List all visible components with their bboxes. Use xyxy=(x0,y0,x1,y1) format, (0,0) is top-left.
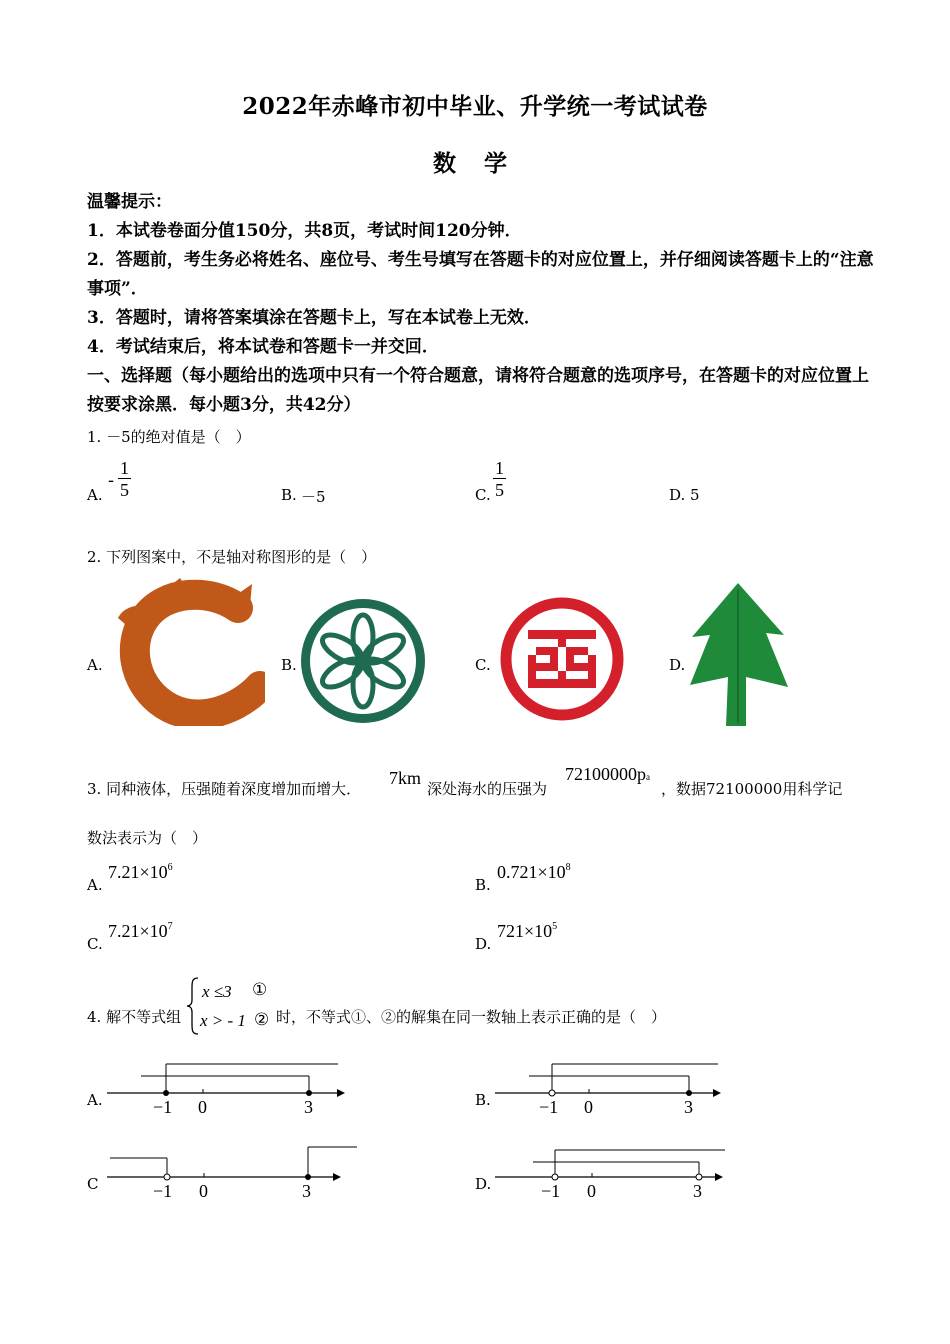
q2-option-a-label: A. xyxy=(87,656,103,674)
q1-option-d-value: 5 xyxy=(690,486,700,504)
q3-option-a-value xyxy=(108,862,173,883)
q1-option-a-label: A. xyxy=(87,486,103,504)
q4-b-tick-3: 3 xyxy=(684,1097,693,1117)
q4-c-tick-3: 3 xyxy=(302,1181,311,1201)
tip-item-1: 1．本试卷卷面分值150分，共8页，考试时间120分钟． xyxy=(87,221,522,241)
q4-stem-part1: 4. 解不等式组 xyxy=(87,1008,182,1026)
q3-stem-part1: 3. 同种液体，压强随着深度增加而增大． xyxy=(87,780,362,798)
subject-title: 数 学 xyxy=(432,150,517,177)
q3-option-c-label: C. xyxy=(87,935,103,953)
q3-pressure-unit-sub: a xyxy=(646,772,650,782)
q4-option-c-number-line xyxy=(105,1140,360,1202)
q4-option-b-number-line xyxy=(493,1056,728,1118)
q1-option-d-label: D. xyxy=(669,486,686,504)
q4-option-a-number-line xyxy=(105,1056,350,1118)
q4-option-a-label: A. xyxy=(87,1091,103,1109)
q3-depth: 7km xyxy=(389,768,422,788)
q3-pressure-unit: p xyxy=(637,764,646,784)
q4-inequality-1-mark: ① xyxy=(252,980,268,1000)
q4-inequality-2-mark: ② xyxy=(254,1010,270,1030)
exam-title: 2022年赤峰市初中毕业、升学统一考试试卷 xyxy=(242,93,708,120)
q4-a-tick-3: 3 xyxy=(304,1097,313,1117)
q3-stem-part3: ，数据72100000用科学记 xyxy=(661,780,843,798)
q1-option-a-fraction xyxy=(118,458,131,501)
q3-option-d-base: 721×10 xyxy=(497,921,553,941)
tips-heading: 温馨提示： xyxy=(87,192,172,212)
q1-option-c-numerator: 1 xyxy=(495,458,504,478)
q3-option-d-value xyxy=(497,921,557,942)
q3-option-c-base: 7.21×10 xyxy=(108,921,168,941)
q4-option-d-number-line xyxy=(493,1140,733,1202)
q2-option-a-dragon-c-logo xyxy=(110,578,265,726)
q1-stem: 1. －5的绝对值是（ ） xyxy=(87,428,251,446)
q4-b-tick-0: 0 xyxy=(584,1097,593,1117)
tip-item-2: 2．答题前，考生务必将姓名、座位号、考生号填写在答题卡的对应位置上，并仔细阅读答题卡上的“注意事项”． xyxy=(87,250,874,299)
q3-option-b-base: 0.721×10 xyxy=(497,862,566,882)
q4-a-tick-0: 0 xyxy=(198,1097,207,1117)
q1-option-b-value: －5 xyxy=(301,488,326,506)
q3-pressure-value: 72100000 xyxy=(565,764,637,784)
q2-option-c-bank-logo xyxy=(500,597,624,721)
q4-d-tick-0: 0 xyxy=(587,1181,596,1201)
q4-d-tick-minus1: −1 xyxy=(541,1181,561,1201)
q4-system-brace xyxy=(186,976,200,1036)
q1-option-a-denominator: 5 xyxy=(120,480,129,500)
q2-option-b-label: B. xyxy=(281,656,297,674)
q2-option-b-lotus-emblem xyxy=(299,597,427,725)
q3-option-a-exponent: 6 xyxy=(167,862,173,873)
q1-option-c-denominator: 5 xyxy=(495,480,504,500)
q3-option-c-value xyxy=(108,921,173,942)
q3-option-b-exponent: 8 xyxy=(565,862,571,873)
q4-inequality-1: x ≤3 xyxy=(202,982,232,1001)
q4-inequality-2: x > - 1 xyxy=(200,1011,246,1030)
q3-option-d-label: D. xyxy=(475,935,492,953)
q3-option-a-label: A. xyxy=(87,876,103,894)
q4-b-tick-minus1: −1 xyxy=(539,1097,559,1117)
q2-option-d-tree-icon xyxy=(688,583,790,726)
section-heading: 一、选择题（每小题给出的选项中只有一个符合题意，请将符合题意的选项序号，在答题卡的对应位置上按要求涂黑．每小题3分，共42分） xyxy=(87,366,869,415)
q4-option-c-label: C xyxy=(87,1175,99,1193)
q4-stem-part2: 时，不等式①、②的解集在同一数轴上表示正确的是（ ） xyxy=(276,1008,667,1026)
tip-item-3: 3．答题时，请将答案填涂在答题卡上，写在本试卷上无效． xyxy=(87,308,541,328)
q3-stem-part2: 深处海水的压强为 xyxy=(427,780,548,798)
q3-option-a-base: 7.21×10 xyxy=(108,862,168,882)
q4-option-d-label: D. xyxy=(475,1175,492,1193)
q2-option-c-label: C. xyxy=(475,656,491,674)
q3-option-b-value xyxy=(497,862,571,883)
q3-option-d-exponent: 5 xyxy=(552,921,558,932)
q1-option-a-sign: - xyxy=(108,470,115,491)
q2-option-d-label: D. xyxy=(669,656,686,674)
q4-d-tick-3: 3 xyxy=(693,1181,702,1201)
q4-a-tick-minus1: −1 xyxy=(153,1097,173,1117)
q3-stem-line2: 数法表示为（ ） xyxy=(87,829,208,847)
q4-c-tick-0: 0 xyxy=(199,1181,208,1201)
q3-option-c-exponent: 7 xyxy=(167,921,173,932)
q3-pressure xyxy=(565,764,650,785)
q1-option-c-fraction xyxy=(493,458,506,501)
q2-stem: 2. 下列图案中，不是轴对称图形的是（ ） xyxy=(87,548,377,566)
tip-item-4: 4．考试结束后，将本试卷和答题卡一并交回． xyxy=(87,337,439,357)
q4-option-b-label: B. xyxy=(475,1091,491,1109)
q1-option-b-label: B. xyxy=(281,486,297,504)
q1-option-a-numerator: 1 xyxy=(120,458,129,478)
q3-option-b-label: B. xyxy=(475,876,491,894)
q1-option-c-label: C. xyxy=(475,486,491,504)
q4-c-tick-minus1: −1 xyxy=(153,1181,173,1201)
